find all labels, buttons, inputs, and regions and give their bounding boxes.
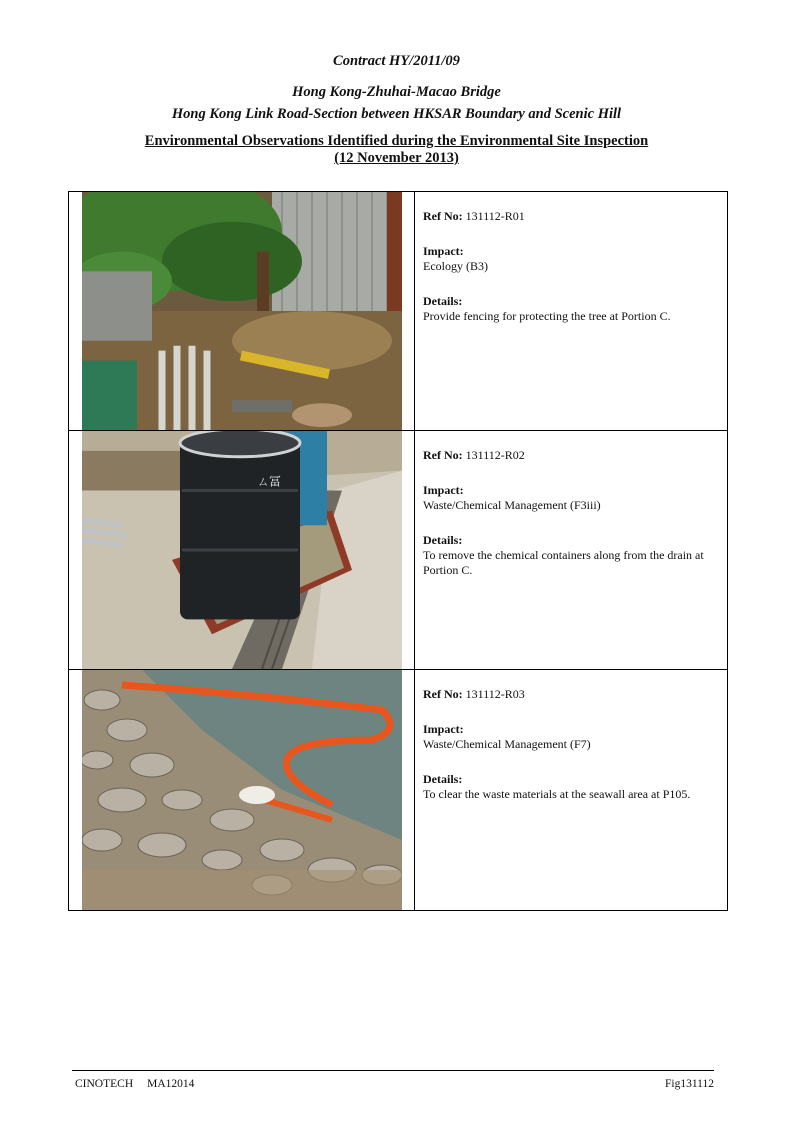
details-label: Details:: [423, 533, 463, 547]
ref-field: [423, 209, 727, 224]
inspection-date: (12 November 2013): [334, 150, 459, 166]
ref-label: Ref No:: [423, 448, 463, 462]
impact-label: Impact:: [423, 244, 464, 258]
details-field: [423, 533, 727, 578]
site-photo-chemical-drum: [82, 431, 402, 669]
impact-value: Waste/Chemical Management (F3iii): [423, 498, 601, 512]
observation-details-cell: [415, 431, 727, 669]
footer-divider: [72, 1070, 714, 1071]
details-value: To remove the chemical containers along from the drain at Portion C.: [423, 548, 704, 577]
observations-table: [68, 191, 728, 911]
ref-value: 131112-R01: [465, 209, 525, 223]
photo-cell: [69, 192, 415, 430]
figure-number: Fig131112: [665, 1078, 714, 1090]
details-field: [423, 294, 727, 324]
footer-left: [75, 1078, 208, 1090]
impact-label: Impact:: [423, 722, 464, 736]
observation-row: [69, 670, 727, 910]
company-name: CINOTECH: [75, 1078, 134, 1090]
details-value: Provide fencing for protecting the tree at Portion C.: [423, 309, 671, 323]
page-title: Environmental Observations Identified during the Environmental Site Inspection: [144, 133, 649, 149]
impact-value: Ecology (B3): [423, 259, 488, 273]
impact-value: Waste/Chemical Management (F7): [423, 737, 591, 751]
impact-field: [423, 244, 727, 274]
site-photo-seawall-waste: [82, 670, 402, 910]
details-label: Details:: [423, 772, 463, 786]
project-name: Hong Kong-Zhuhai-Macao Bridge: [292, 84, 501, 100]
ref-label: Ref No:: [423, 687, 463, 701]
ref-label: Ref No:: [423, 209, 463, 223]
site-photo-tree-fencing: [82, 192, 402, 430]
document-header: [0, 52, 793, 167]
ref-value: 131112-R03: [465, 687, 525, 701]
impact-label: Impact:: [423, 483, 464, 497]
observation-row: [69, 192, 727, 431]
photo-cell: [69, 670, 415, 910]
photo-cell: [69, 431, 415, 669]
ref-field: [423, 687, 727, 702]
observation-details-cell: [415, 192, 727, 430]
impact-field: [423, 483, 727, 513]
ref-field: [423, 448, 727, 463]
details-field: [423, 772, 727, 802]
details-label: Details:: [423, 294, 463, 308]
contract-number: Contract HY/2011/09: [333, 53, 460, 69]
document-number: MA12014: [147, 1078, 195, 1090]
observation-row: [69, 431, 727, 670]
impact-field: [423, 722, 727, 752]
observation-details-cell: [415, 670, 727, 910]
svg-text:ㄙ冨: ㄙ冨: [257, 474, 281, 489]
section-name: Hong Kong Link Road-Section between HKSAR Boundary and Scenic Hill: [171, 106, 622, 122]
ref-value: 131112-R02: [465, 448, 525, 462]
details-value: To clear the waste materials at the seawall area at P105.: [423, 787, 691, 801]
